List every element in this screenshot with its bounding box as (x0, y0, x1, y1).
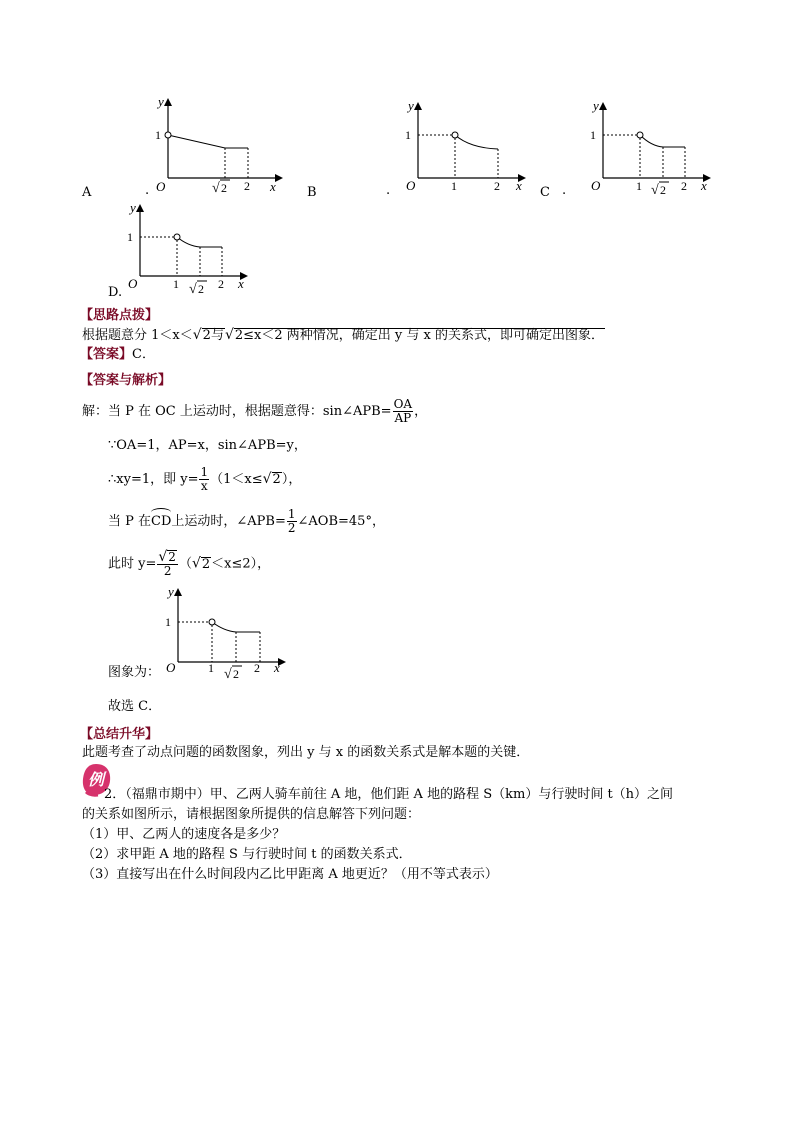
option-b-dot: . (386, 183, 391, 198)
graph-option-d (122, 200, 257, 300)
svg-text:1: 1 (451, 179, 457, 193)
svg-text:x: x (701, 178, 707, 193)
svg-text:1: 1 (165, 615, 171, 629)
answer-value: C． (132, 347, 155, 362)
svg-text:y: y (168, 584, 174, 599)
example-intro-1: 2．（福鼎市期中）甲、乙两人骑车前往 A 地，他们距 A 地的路程 S（km）与行驶时间 t（h）之间 (104, 787, 674, 802)
y-axis-label: y (158, 94, 164, 109)
svg-text:x: x (516, 178, 522, 193)
svg-text:O: O (166, 660, 176, 675)
solution-line-5: 此时 y= $\frac{√2}{2}$ （√2＜x≤2）， (108, 549, 271, 578)
svg-text:y: y (408, 98, 414, 113)
graph-option-a (150, 94, 285, 194)
answer-line (80, 346, 155, 364)
option-a-label: A (82, 185, 92, 200)
analysis-title: 【答案与解析】 (80, 373, 172, 388)
graph-option-b (400, 98, 530, 194)
svg-text:y: y (593, 98, 599, 113)
svg-text:2: 2 (494, 179, 500, 193)
solution-line-4: 当 P 在CD上运动时，∠APB= $\frac{1}{2}$ ∠AOB=45°， (108, 507, 385, 535)
option-a-dot: . (145, 183, 150, 198)
summary-text: 此题考查了动点问题的函数图象，列出 y 与 x 的函数关系式是解本题的关键． (82, 745, 530, 760)
svg-text:O: O (406, 178, 416, 193)
svg-text:1: 1 (636, 179, 642, 193)
svg-text:2: 2 (660, 183, 666, 194)
solution-graph (160, 584, 290, 680)
origin-label: O (156, 179, 166, 194)
svg-text:2: 2 (218, 277, 224, 291)
option-c-dot: . (562, 183, 567, 198)
solution-line-2: ∵OA=1，AP=x，sin∠APB=y， (108, 438, 307, 453)
question-2: （2）求甲距 A 地的路程 S 与行驶时间 t 的函数关系式． (82, 847, 412, 862)
svg-text:√: √ (189, 282, 197, 297)
svg-text:x: x (238, 276, 244, 291)
example-badge-text: 例 (88, 770, 105, 789)
hint-title: 【思路点拨】 (80, 308, 159, 323)
svg-text:√: √ (212, 181, 220, 194)
svg-text:2: 2 (681, 179, 687, 193)
x-tick-sqrt2: 2 (221, 181, 227, 194)
svg-text:1: 1 (208, 661, 214, 675)
solution-line-3: ∴xy=1，即 y= $\frac{1}{x}$ （1＜x≤√2）， (108, 465, 302, 493)
question-3: （3）直接写出在什么时间段内乙比甲距离 A 地更近？（用不等式表示） (82, 867, 498, 882)
svg-text:2: 2 (233, 667, 239, 680)
option-b-label: B (307, 185, 317, 200)
example-intro-2: 的关系如图所示，请根据图象所提供的信息解答下列问题： (82, 807, 421, 822)
y-tick-1: 1 (155, 128, 161, 142)
graph-option-c (585, 98, 715, 194)
svg-text:1: 1 (590, 128, 596, 142)
answer-title: 【答案】 (80, 347, 133, 362)
x-tick-2: 2 (244, 179, 250, 193)
svg-text:1: 1 (127, 230, 133, 244)
svg-text:√: √ (651, 183, 659, 194)
summary-title: 【总结升华】 (80, 727, 159, 742)
svg-text:2: 2 (198, 282, 204, 296)
option-c-label: C (540, 185, 550, 200)
option-d-label: D. (108, 285, 123, 300)
solution-line-1: 解：当 P 在 OC 上运动时，根据题意得：sin∠APB= $\frac{OA}{AP}$ ， (82, 397, 428, 425)
hint-text: 根据题意分 1＜x＜√2与√2≤x＜2 两种情况，确定出 y 与 x 的关系式，即可确定出图象． (82, 327, 604, 343)
svg-text:√: √ (224, 667, 232, 680)
svg-text:1: 1 (173, 277, 179, 291)
x-axis-label: x (270, 179, 276, 194)
svg-text:1: 1 (405, 128, 411, 142)
svg-text:x: x (274, 660, 280, 675)
question-1: （1）甲、乙两人的速度各是多少？ (82, 827, 286, 842)
graph-label: 图象为： (108, 665, 161, 680)
svg-text:2: 2 (254, 661, 260, 675)
choose-line: 故选 C． (108, 699, 162, 714)
svg-text:O: O (591, 178, 601, 193)
svg-text:y: y (130, 200, 136, 215)
svg-text:O: O (128, 276, 138, 291)
